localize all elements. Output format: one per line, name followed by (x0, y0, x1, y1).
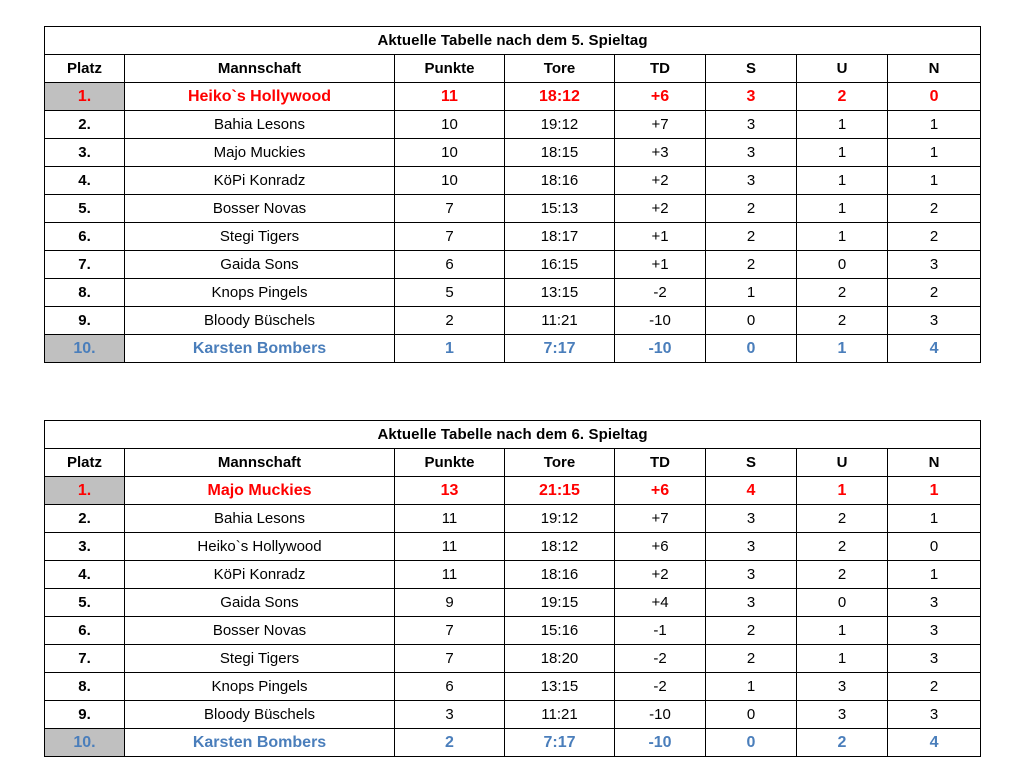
cell-n: 3 (888, 645, 981, 673)
cell-mannschaft: Gaida Sons (125, 589, 395, 617)
cell-n: 2 (888, 195, 981, 223)
cell-platz: 2. (45, 111, 125, 139)
cell-td: +1 (615, 251, 706, 279)
cell-punkte: 9 (395, 589, 505, 617)
cell-s: 3 (706, 533, 797, 561)
column-header-mannschaft: Mannschaft (125, 449, 395, 477)
cell-u: 1 (797, 139, 888, 167)
column-header-n: N (888, 449, 981, 477)
cell-s: 0 (706, 335, 797, 363)
cell-u: 2 (797, 279, 888, 307)
cell-td: +3 (615, 139, 706, 167)
cell-n: 1 (888, 561, 981, 589)
cell-u: 1 (797, 111, 888, 139)
cell-platz: 8. (45, 279, 125, 307)
table-row (45, 589, 981, 617)
cell-platz: 5. (45, 195, 125, 223)
table-row (45, 645, 981, 673)
cell-punkte: 13 (395, 477, 505, 505)
cell-td: +7 (615, 111, 706, 139)
cell-tore: 19:12 (505, 505, 615, 533)
cell-punkte: 11 (395, 505, 505, 533)
cell-punkte: 1 (395, 335, 505, 363)
cell-u: 1 (797, 645, 888, 673)
cell-u: 2 (797, 505, 888, 533)
cell-td: +6 (615, 533, 706, 561)
table-header-row (45, 449, 981, 477)
cell-tore: 18:20 (505, 645, 615, 673)
cell-platz: 6. (45, 617, 125, 645)
column-header-td: TD (615, 449, 706, 477)
cell-td: +1 (615, 223, 706, 251)
cell-td: -2 (615, 645, 706, 673)
cell-n: 0 (888, 533, 981, 561)
cell-tore: 15:16 (505, 617, 615, 645)
table-row (45, 223, 981, 251)
cell-s: 3 (706, 589, 797, 617)
cell-punkte: 7 (395, 645, 505, 673)
cell-s: 0 (706, 701, 797, 729)
cell-tore: 13:15 (505, 279, 615, 307)
cell-punkte: 7 (395, 617, 505, 645)
cell-s: 2 (706, 617, 797, 645)
standings-table-matchday-6 (44, 420, 980, 757)
cell-mannschaft: Karsten Bombers (125, 729, 395, 757)
cell-mannschaft: Bloody Büschels (125, 307, 395, 335)
cell-n: 0 (888, 83, 981, 111)
cell-mannschaft: Gaida Sons (125, 251, 395, 279)
cell-td: +2 (615, 195, 706, 223)
cell-td: -2 (615, 673, 706, 701)
cell-n: 2 (888, 673, 981, 701)
cell-tore: 18:16 (505, 561, 615, 589)
standings-table-matchday-5 (44, 26, 980, 363)
cell-u: 1 (797, 167, 888, 195)
cell-td: -10 (615, 701, 706, 729)
cell-platz: 9. (45, 701, 125, 729)
cell-platz: 1. (45, 83, 125, 111)
table-row (45, 701, 981, 729)
cell-s: 2 (706, 195, 797, 223)
cell-tore: 7:17 (505, 729, 615, 757)
table-row (45, 729, 981, 757)
cell-n: 2 (888, 279, 981, 307)
cell-platz: 7. (45, 645, 125, 673)
cell-mannschaft: Bahia Lesons (125, 505, 395, 533)
standings-table (44, 420, 981, 757)
cell-n: 3 (888, 617, 981, 645)
cell-s: 3 (706, 167, 797, 195)
cell-u: 2 (797, 83, 888, 111)
cell-punkte: 10 (395, 139, 505, 167)
cell-u: 1 (797, 223, 888, 251)
table-row (45, 561, 981, 589)
cell-td: +6 (615, 83, 706, 111)
cell-platz: 5. (45, 589, 125, 617)
cell-tore: 13:15 (505, 673, 615, 701)
cell-tore: 7:17 (505, 335, 615, 363)
cell-tore: 21:15 (505, 477, 615, 505)
table-row (45, 279, 981, 307)
cell-platz: 2. (45, 505, 125, 533)
column-header-mannschaft: Mannschaft (125, 55, 395, 83)
table-row (45, 505, 981, 533)
cell-td: +2 (615, 167, 706, 195)
cell-platz: 10. (45, 335, 125, 363)
cell-punkte: 2 (395, 729, 505, 757)
cell-s: 3 (706, 83, 797, 111)
cell-punkte: 10 (395, 111, 505, 139)
column-header-punkte: Punkte (395, 449, 505, 477)
table-row (45, 307, 981, 335)
cell-u: 2 (797, 307, 888, 335)
table-title-row (45, 27, 981, 55)
cell-n: 3 (888, 589, 981, 617)
column-header-td: TD (615, 55, 706, 83)
cell-n: 1 (888, 139, 981, 167)
cell-punkte: 3 (395, 701, 505, 729)
cell-mannschaft: Bosser Novas (125, 617, 395, 645)
cell-mannschaft: Heiko`s Hollywood (125, 533, 395, 561)
table-row (45, 617, 981, 645)
cell-s: 0 (706, 729, 797, 757)
cell-platz: 10. (45, 729, 125, 757)
cell-n: 3 (888, 251, 981, 279)
cell-punkte: 7 (395, 195, 505, 223)
cell-platz: 1. (45, 477, 125, 505)
cell-tore: 18:12 (505, 533, 615, 561)
cell-tore: 18:12 (505, 83, 615, 111)
cell-tore: 18:16 (505, 167, 615, 195)
cell-tore: 11:21 (505, 307, 615, 335)
cell-tore: 11:21 (505, 701, 615, 729)
cell-platz: 3. (45, 533, 125, 561)
table-row (45, 139, 981, 167)
cell-punkte: 6 (395, 673, 505, 701)
cell-tore: 16:15 (505, 251, 615, 279)
cell-u: 0 (797, 251, 888, 279)
table-title-row (45, 421, 981, 449)
cell-n: 1 (888, 111, 981, 139)
cell-mannschaft: Knops Pingels (125, 673, 395, 701)
cell-s: 2 (706, 645, 797, 673)
cell-td: +7 (615, 505, 706, 533)
cell-n: 4 (888, 335, 981, 363)
table-row (45, 335, 981, 363)
column-header-platz: Platz (45, 449, 125, 477)
cell-punkte: 7 (395, 223, 505, 251)
cell-td: -10 (615, 335, 706, 363)
cell-tore: 15:13 (505, 195, 615, 223)
cell-n: 1 (888, 477, 981, 505)
column-header-u: U (797, 55, 888, 83)
table-row (45, 533, 981, 561)
cell-td: +4 (615, 589, 706, 617)
column-header-punkte: Punkte (395, 55, 505, 83)
column-header-n: N (888, 55, 981, 83)
cell-u: 3 (797, 673, 888, 701)
cell-s: 4 (706, 477, 797, 505)
cell-s: 3 (706, 561, 797, 589)
cell-s: 2 (706, 223, 797, 251)
column-header-u: U (797, 449, 888, 477)
cell-tore: 19:15 (505, 589, 615, 617)
cell-u: 2 (797, 729, 888, 757)
cell-punkte: 2 (395, 307, 505, 335)
table-row (45, 111, 981, 139)
cell-n: 1 (888, 505, 981, 533)
cell-mannschaft: Majo Muckies (125, 477, 395, 505)
cell-mannschaft: Stegi Tigers (125, 645, 395, 673)
cell-punkte: 11 (395, 533, 505, 561)
table-row (45, 251, 981, 279)
cell-s: 0 (706, 307, 797, 335)
cell-mannschaft: KöPi Konradz (125, 561, 395, 589)
cell-n: 4 (888, 729, 981, 757)
standings-table (44, 26, 981, 363)
cell-u: 3 (797, 701, 888, 729)
cell-s: 2 (706, 251, 797, 279)
cell-mannschaft: KöPi Konradz (125, 167, 395, 195)
cell-td: -10 (615, 729, 706, 757)
cell-platz: 7. (45, 251, 125, 279)
cell-u: 1 (797, 477, 888, 505)
cell-mannschaft: Knops Pingels (125, 279, 395, 307)
cell-s: 3 (706, 111, 797, 139)
cell-mannschaft: Majo Muckies (125, 139, 395, 167)
cell-u: 1 (797, 335, 888, 363)
table-title: Aktuelle Tabelle nach dem 5. Spieltag (45, 27, 981, 55)
cell-mannschaft: Heiko`s Hollywood (125, 83, 395, 111)
column-header-s: S (706, 55, 797, 83)
cell-punkte: 10 (395, 167, 505, 195)
table-row (45, 673, 981, 701)
cell-tore: 18:17 (505, 223, 615, 251)
cell-punkte: 5 (395, 279, 505, 307)
cell-platz: 6. (45, 223, 125, 251)
cell-n: 3 (888, 307, 981, 335)
cell-s: 3 (706, 139, 797, 167)
table-row (45, 83, 981, 111)
cell-platz: 8. (45, 673, 125, 701)
cell-td: -1 (615, 617, 706, 645)
cell-s: 3 (706, 505, 797, 533)
table-row (45, 477, 981, 505)
cell-u: 2 (797, 561, 888, 589)
cell-mannschaft: Bosser Novas (125, 195, 395, 223)
cell-u: 1 (797, 195, 888, 223)
table-header-row (45, 55, 981, 83)
column-header-tore: Tore (505, 449, 615, 477)
cell-n: 2 (888, 223, 981, 251)
cell-mannschaft: Karsten Bombers (125, 335, 395, 363)
cell-mannschaft: Stegi Tigers (125, 223, 395, 251)
cell-u: 0 (797, 589, 888, 617)
cell-platz: 9. (45, 307, 125, 335)
table-row (45, 195, 981, 223)
cell-s: 1 (706, 673, 797, 701)
cell-u: 1 (797, 617, 888, 645)
column-header-s: S (706, 449, 797, 477)
column-header-tore: Tore (505, 55, 615, 83)
cell-td: +2 (615, 561, 706, 589)
cell-punkte: 11 (395, 561, 505, 589)
cell-punkte: 6 (395, 251, 505, 279)
cell-u: 2 (797, 533, 888, 561)
cell-platz: 4. (45, 167, 125, 195)
column-header-platz: Platz (45, 55, 125, 83)
cell-s: 1 (706, 279, 797, 307)
cell-td: -10 (615, 307, 706, 335)
cell-n: 3 (888, 701, 981, 729)
cell-tore: 18:15 (505, 139, 615, 167)
cell-td: -2 (615, 279, 706, 307)
table-title: Aktuelle Tabelle nach dem 6. Spieltag (45, 421, 981, 449)
cell-punkte: 11 (395, 83, 505, 111)
cell-platz: 3. (45, 139, 125, 167)
cell-mannschaft: Bahia Lesons (125, 111, 395, 139)
cell-n: 1 (888, 167, 981, 195)
cell-tore: 19:12 (505, 111, 615, 139)
cell-platz: 4. (45, 561, 125, 589)
table-row (45, 167, 981, 195)
cell-mannschaft: Bloody Büschels (125, 701, 395, 729)
cell-td: +6 (615, 477, 706, 505)
